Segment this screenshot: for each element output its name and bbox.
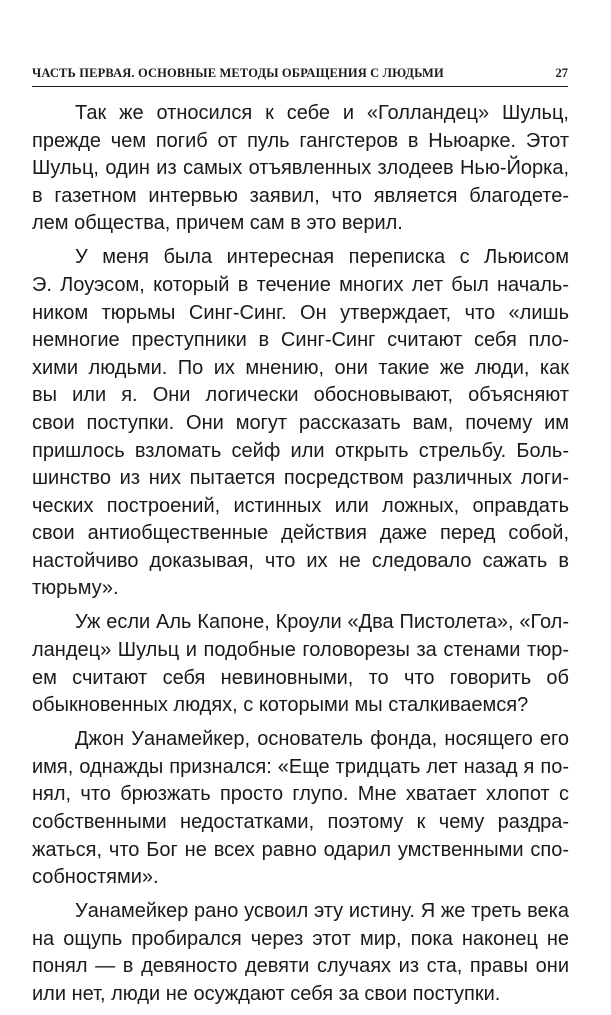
text-line: или нет, люди не осуждают себя за свои поступки.: [32, 982, 501, 1005]
text-line: Джон Уанамейкер, основатель фонда, носящего его: [75, 728, 569, 751]
text-line: немногие преступники в Синг-Синг считают себя пло-: [32, 329, 569, 352]
paragraph-4: [32, 726, 569, 892]
text-line: в газетном интервью заявил, что является благодете-: [32, 184, 569, 207]
text-line: Так же относился к себе и «Голландец» Шульц,: [75, 102, 569, 124]
text-line: ландец» Шульц и подобные головорезы за стенами тюр-: [32, 639, 569, 662]
text-line: Э. Лоуэсом, который в течение многих лет был началь-: [32, 273, 569, 296]
text-line: обыкновенных людях, с которыми мы сталкиваемся?: [32, 694, 529, 717]
text-line: хими людьми. По их мнению, они такие же люди, как: [32, 356, 569, 379]
paragraph-1: [32, 100, 569, 238]
text-line: тюрьму».: [32, 577, 119, 600]
paragraph-2: [32, 244, 569, 603]
text-line: жаться, что Бог не всех равно одарил умственными спо-: [32, 838, 569, 861]
chapter-title: ЧАСТЬ ПЕРВАЯ. ОСНОВНЫЕ МЕТОДЫ ОБРАЩЕНИЯ С ЛЮДЬМИ: [32, 66, 444, 80]
text-line: свои поступки. Они могут рассказать вам, почему им: [32, 411, 569, 434]
text-line: имя, однажды признался: «Еще тридцать лет назад я по-: [32, 755, 569, 778]
text-line: собственными недостатками, поэтому к чему раздра-: [32, 811, 569, 834]
text-line: шинство из них пытается посредством различных логи-: [32, 467, 569, 490]
text-line: настойчиво доказывая, что их не следовало сажать в: [32, 549, 569, 572]
text-line: ником тюрьмы Синг-Синг. Он утверждает, что «лишь: [32, 301, 569, 324]
text-line: Уж если Аль Капоне, Кроули «Два Пистолета», «Гол-: [75, 611, 569, 634]
text-line: ем считают себя невиновными, то что говорить об: [32, 666, 569, 689]
text-line: на ощупь пробирался через этот мир, пока наконец не: [32, 927, 569, 950]
text-line: собностями».: [32, 866, 159, 889]
text-line: нял, что брюзжать просто глупо. Мне хватает хлопот с: [32, 783, 569, 806]
text-line: Уанамейкер рано усвоил эту истину. Я же треть века: [75, 900, 569, 923]
text-line: лем общества, причем сам в это верил.: [32, 212, 403, 235]
text-line: Шульц, один из самых отъявленных злодеев Нью-Йорка,: [32, 157, 569, 180]
page-number: 27: [555, 66, 568, 80]
paragraph-3: [32, 609, 569, 719]
running-header: [32, 60, 568, 87]
text-line: свои антиобщественные действия даже перед собой,: [32, 522, 569, 545]
text-line: ческих построений, истинных или ложных, оправдать: [32, 494, 569, 517]
text-line: понял — в девяносто девяти случаях из ста, правы они: [32, 955, 569, 978]
paragraph-5: [32, 898, 569, 1008]
text-line: прежде чем погиб от пуль гангстеров в Ньюарке. Этот: [32, 129, 569, 152]
body-text: [32, 100, 569, 1015]
text-line: вы или я. Они логически обосновывают, объясняют: [32, 384, 569, 407]
text-line: пришлось взломать сейф или открыть стрельбу. Боль-: [32, 439, 569, 462]
text-line: У меня была интересная переписка с Льюисом: [75, 246, 569, 269]
